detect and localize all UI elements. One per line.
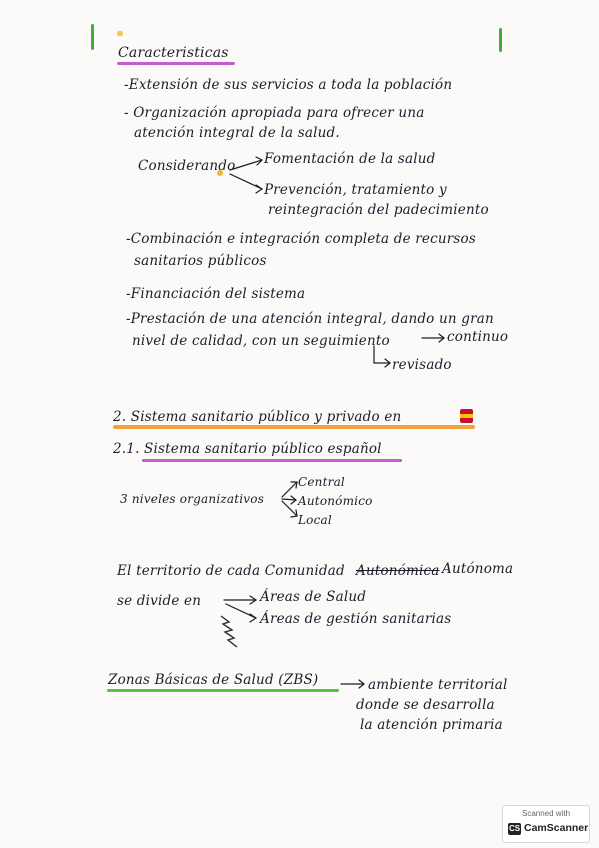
bullet-text: atención integral de la salud.	[134, 125, 340, 141]
bullet-text: nivel de calidad, con un seguimiento	[132, 333, 390, 349]
zbs-definition: ambiente territorial	[368, 677, 508, 693]
section-title: 2. Sistema sanitario público y privado en	[113, 409, 402, 425]
territorio-text: Autónoma	[442, 561, 514, 577]
considerando-item: Fomentación de la salud	[264, 151, 436, 167]
area-item: Áreas de gestión sanitarias	[260, 611, 452, 627]
bullet-text: sanitarios públicos	[134, 253, 267, 269]
territorio-text: se divide en	[117, 593, 202, 609]
bullet-text: continuo	[447, 329, 509, 345]
considerando-item: Prevención, tratamiento y	[264, 182, 447, 198]
arrow-icon	[282, 501, 297, 516]
arrow-icon	[226, 604, 256, 618]
zbs-definition: la atención primaria	[360, 717, 503, 733]
struck-word: Autonómica	[356, 563, 440, 579]
page-heading: Caracteristicas	[118, 45, 229, 61]
zbs-definition: donde se desarrolla	[356, 697, 495, 713]
arrow-icon	[250, 614, 256, 622]
considerando-label: Considerando	[138, 158, 236, 174]
camscanner-badge	[502, 805, 590, 843]
area-item: Áreas de Salud	[260, 589, 367, 605]
subsection-title: 2.1. Sistema sanitario público español	[113, 441, 382, 457]
bullet-text: -Financiación del sistema	[126, 286, 306, 302]
arrow-icon	[230, 174, 262, 189]
bullet-text: -Combinación e integración completa de recursos	[126, 231, 477, 247]
arrow-icon	[256, 185, 262, 193]
zbs-label: Zonas Básicas de Salud (ZBS)	[108, 672, 319, 688]
niveles-label: 3 niveles organizativos	[120, 492, 265, 506]
bullet-text: - Organización apropiada para ofrecer una	[124, 105, 425, 121]
considerando-item: reintegración del padecimiento	[268, 202, 489, 218]
nivel-item: Local	[298, 513, 332, 527]
camscanner-logo-icon: CS	[508, 824, 521, 833]
bullet-text: revisado	[392, 357, 452, 373]
badge-caption: Scanned with	[521, 809, 571, 818]
badge-name: CamScanner	[524, 822, 589, 834]
arrow-icon	[282, 482, 297, 497]
arrow-icon	[282, 499, 296, 500]
nivel-item: Central	[298, 475, 345, 489]
bullet-text: -Extensión de sus servicios a toda la población	[124, 77, 453, 93]
nivel-item: Autonómico	[298, 494, 373, 508]
scribble-mark	[221, 616, 237, 647]
bullet-text: -Prestación de una atención integral, dando un gran	[126, 311, 494, 327]
territorio-text: El territorio de cada Comunidad	[117, 563, 345, 579]
